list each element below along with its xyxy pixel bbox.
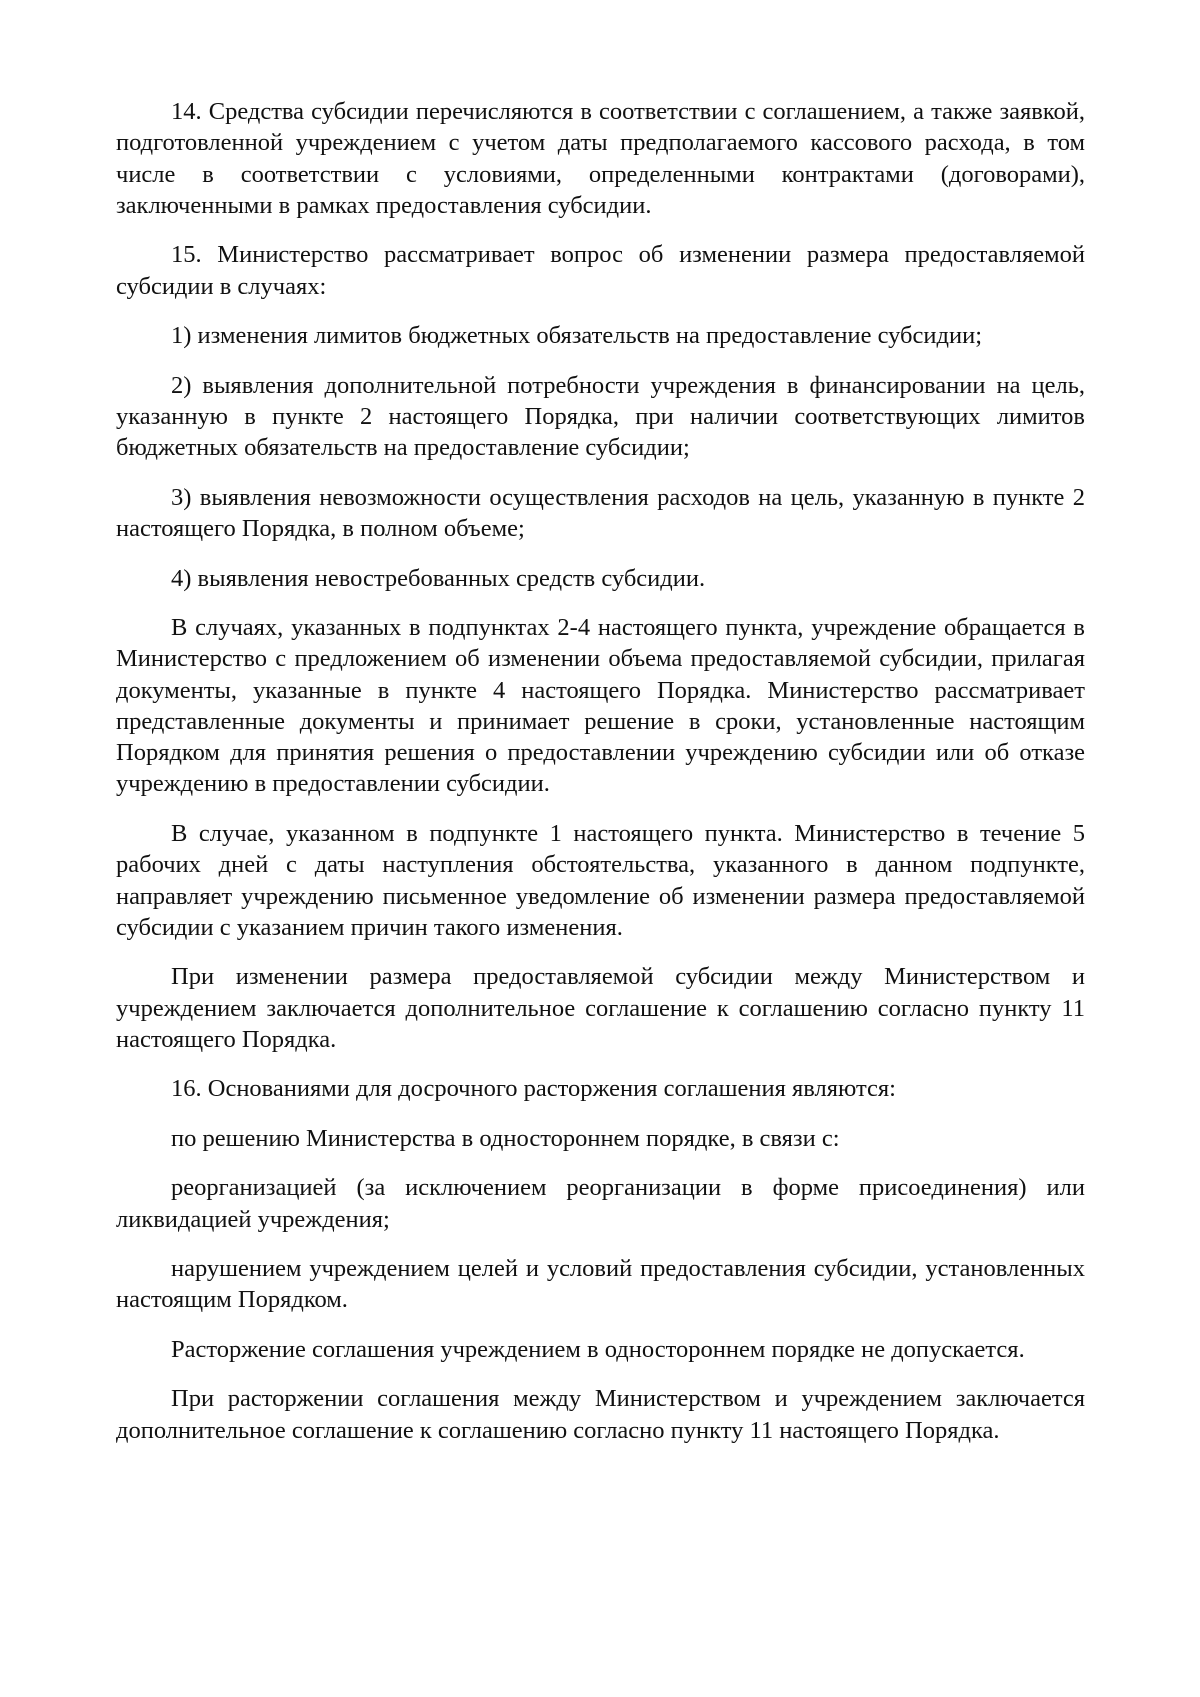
paragraph-15-case-2: 2) выявления дополнительной потребности учреждения в финансировании на цель, указанную в пункте 2 настоящего Порядка, при наличии соответствующих лимитов бюджетных обязательств на предоставление субсидии; [116,371,1085,462]
paragraph-16-unilateral: по решению Министерства в одностороннем порядке, в связи с: [171,1124,840,1152]
paragraph-15-case-4: 4) выявления невостребованных средств субсидии. [171,564,706,592]
paragraph-15-cases-2-4-procedure: В случаях, указанных в подпунктах 2-4 настоящего пункта, учреждение обращается в Министерство с предложением об изменении объема предоставляемой субсидии, прилагая документы, указанные в пункте 4 настоящего Порядка. Министерство рассматривает представленные документы и принимает решение в сроки, установленные настоящим Порядком для принятия решения о предоставлении учреждению субсидии или об отказе учреждению в предоставлении субсидии. [116,613,1085,798]
paragraph-16-reorganization: реорганизацией (за исключением реорганизации в форме присоединения) или ликвидацией учреждения; [116,1174,1085,1233]
document-page [116,96,1085,1464]
paragraph-15-additional-agreement: При изменении размера предоставляемой субсидии между Министерством и учреждением заключается дополнительное соглашение к соглашению согласно пункту 11 настоящего Порядка. [116,963,1085,1053]
paragraph-16-termination-agreement: При расторжении соглашения между Министерством и учреждением заключается дополнительное соглашение к соглашению согласно пункту 11 настоящего Порядка. [116,1385,1085,1444]
paragraph-16-not-allowed: Расторжение соглашения учреждением в одностороннем порядке не допускается. [171,1335,1025,1363]
paragraph-15-intro: 15. Министерство рассматривает вопрос об изменении размера предоставляемой субсидии в случаях: [116,241,1085,300]
paragraph-16-intro: 16. Основаниями для досрочного расторжения соглашения являются: [171,1075,896,1103]
paragraph-14-transfer: 14. Средства субсидии перечисляются в соответствии с соглашением, а также заявкой, подготовленной учреждением с учетом даты предполагаемого кассового расхода, в том числе в соответствии с условиями, определенными контрактами (договорами), заключенными в рамках предоставления субсидии. [116,98,1085,219]
paragraph-15-case-1: 1) изменения лимитов бюджетных обязательств на предоставление субсидии; [171,322,983,350]
paragraph-15-case-3: 3) выявления невозможности осуществления расходов на цель, указанную в пункте 2 настоящего Порядка, в полном объеме; [116,483,1085,543]
paragraph-15-case-1-procedure: В случае, указанном в подпункте 1 настоящего пункта. Министерство в течение 5 рабочих дней с даты наступления обстоятельства, указанного в данном подпункте, направляет учреждению письменное уведомление об изменении размера предоставляемой субсидии с указанием причин такого изменения. [116,819,1085,941]
paragraph-16-violation: нарушением учреждением целей и условий предоставления субсидии, установленных настоящим Порядком. [116,1255,1085,1314]
